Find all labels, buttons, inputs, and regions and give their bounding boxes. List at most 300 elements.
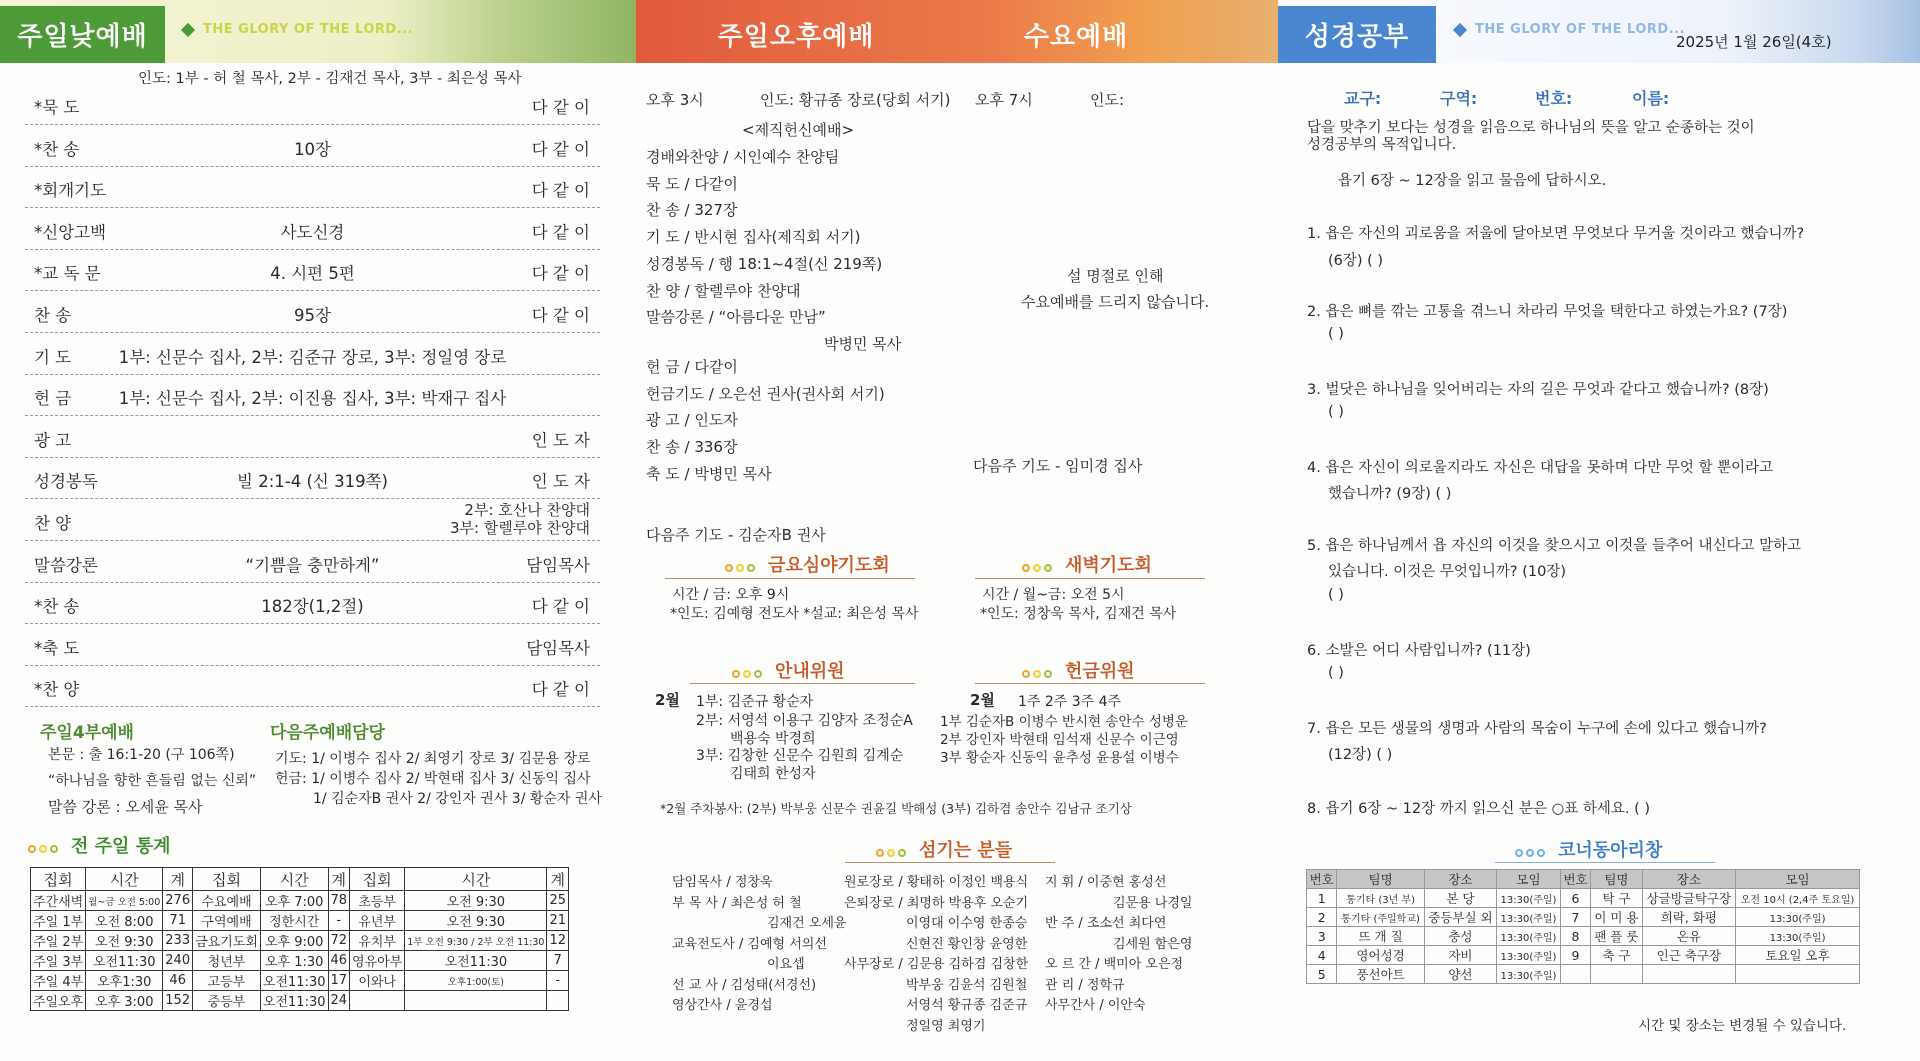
clubs-cell: 충성	[1424, 927, 1496, 946]
server-entry: 교육전도사 / 김예형 서의선	[672, 936, 827, 952]
wednesday-time: 오후 7시	[975, 91, 1033, 109]
worship-item-name: 기 도	[34, 347, 72, 367]
stats-cell: 주일 2부	[31, 931, 86, 951]
stats-cell: 24	[328, 991, 350, 1011]
clubs-header: 장소	[1642, 870, 1735, 889]
worship-item-detail: 1부: 신문수 집사, 2부: 이진용 집사, 3부: 박재구 집사	[118, 389, 507, 409]
stats-cell: 유치부	[350, 931, 405, 951]
clubs-header: 장소	[1424, 870, 1496, 889]
stats-cell: 초등부	[350, 891, 405, 911]
stats-cell: 오전11:30	[260, 991, 328, 1011]
diamond-icon	[181, 22, 195, 36]
divider	[975, 683, 1205, 684]
stats-cell: 오전 9:30	[405, 891, 547, 911]
clubs-cell: 13:30(주일)	[1736, 908, 1860, 927]
stats-table	[30, 867, 569, 1011]
tab-sunday-morning: 주일낮예배	[0, 6, 165, 63]
server-entry: 사무간사 / 이안숙	[1045, 998, 1146, 1013]
afternoon-special: <제직헌신예배>	[742, 121, 855, 139]
afternoon-item: 성경봉독 / 행 18:1~4절(신 219쪽)	[646, 254, 883, 273]
answer-1: (6장) ( )	[1328, 253, 1384, 269]
clubs-header: 모임	[1497, 870, 1561, 889]
wednesday-leader: 인도:	[1090, 91, 1125, 109]
morning-leader: 인도: 1부 - 허 철 목사, 2부 - 김재건 목사, 3부 - 최은성 목사	[138, 71, 522, 87]
friday-time: 시간 / 금: 오후 9시	[672, 587, 790, 603]
divider	[1495, 862, 1715, 863]
server-entry: 정일영 최영기	[906, 1018, 986, 1034]
worship-row	[25, 458, 600, 499]
clubs-cell: 13:30(주일)	[1736, 927, 1860, 946]
stats-cell: 240	[163, 951, 193, 971]
server-entry: 반 주 / 조소선 최다연	[1045, 916, 1167, 931]
server-entry: 김재건 오세윤	[767, 916, 847, 931]
question-3: 3. 벌닷은 하나님을 잊어버리는 자의 길은 무엇과 같다고 했습니까? (8장)	[1307, 382, 1769, 398]
stats-cell: 오전 8:00	[86, 911, 163, 931]
worship-item-detail: “기쁨을 충만하게”	[245, 555, 380, 575]
stats-cell: 청년부	[193, 951, 261, 971]
clubs-cell: 5	[1307, 965, 1337, 984]
worship-item-detail: 182장(1,2절)	[261, 597, 364, 617]
dawn-title-text: 새벽기도회	[1065, 555, 1152, 576]
next-week-title: 다음주예배담당	[270, 723, 385, 743]
wednesday-notice-1: 설 명절로 인해	[1067, 267, 1164, 285]
clubs-table	[1306, 869, 1860, 984]
stats-header: 계	[328, 868, 350, 891]
answer-4: 했습니까? (9장) ( )	[1328, 486, 1452, 502]
worship-row	[25, 625, 600, 666]
stats-header: 계	[547, 868, 569, 891]
next-week-prayer: 기도: 1/ 이병수 집사 2/ 최영기 장로 3/ 김문용 장로	[275, 751, 591, 767]
friday-prayer-title	[725, 551, 890, 577]
worship-item-leader: 다 같 이	[531, 139, 590, 159]
worship-item-name: 헌 금	[34, 389, 72, 409]
clubs-cell: 탁 구	[1591, 889, 1642, 908]
afternoon-item: 헌금기도 / 오은선 권사(권사회 서기)	[646, 384, 885, 403]
clubs-cell: 8	[1560, 927, 1590, 946]
study-intro-2: 성경공부의 목적입니다.	[1307, 137, 1457, 153]
stats-cell: 78	[328, 891, 350, 911]
worship-item-detail: 4. 시편 5편	[270, 264, 355, 284]
clubs-cell: 토요일 오후	[1736, 946, 1860, 965]
worship-row	[25, 375, 600, 416]
stats-cell: 금요기도회	[193, 931, 261, 951]
table-row	[1307, 946, 1860, 965]
dawn-time: 시간 / 월~금: 오전 5시	[982, 587, 1125, 603]
worship-item-detail: 95장	[294, 306, 331, 325]
dots-icon	[1022, 556, 1055, 577]
worship-item-leader: 다 같 이	[531, 597, 590, 617]
stats-header: 시간	[260, 868, 328, 891]
clubs-cell: 뜨 개 질	[1337, 927, 1424, 946]
server-entry: 신현진 황인창 윤영한	[906, 936, 1028, 952]
clubs-cell: 희락, 화평	[1642, 908, 1735, 927]
clubs-cell: 13:30(주일)	[1497, 927, 1561, 946]
worship-item-name: *교 독 문	[34, 264, 101, 284]
afternoon-next-prayer: 다음주 기도 - 김순자B 권사	[646, 526, 826, 544]
worship-item-leader: 다 같 이	[531, 680, 590, 700]
fourth-service-title: 주일4부예배	[40, 723, 134, 743]
clubs-cell: 오전 10시 (2,4주 토요일)	[1736, 889, 1860, 908]
clubs-cell: 온유	[1642, 927, 1735, 946]
stats-cell: 25	[547, 891, 569, 911]
clubs-cell	[1642, 965, 1735, 984]
table-row	[1307, 889, 1860, 908]
stats-cell: 오전11:30	[405, 951, 547, 971]
offering-weeks: 1주 2주 3주 4주	[1018, 694, 1122, 710]
worship-row	[25, 500, 600, 541]
worship-row	[25, 167, 600, 208]
study-intro-1: 답을 맞추기 보다는 성경을 읽음으로 하나님의 뜻을 알고 순종하는 것이	[1307, 120, 1755, 136]
offering-month: 2월	[970, 691, 995, 709]
fourth-service-text: 본문 : 출 16:1-20 (구 106쪽)	[48, 747, 235, 763]
stats-cell: 이와나	[350, 971, 405, 991]
stats-cell: 월~금 오전 5:00	[86, 891, 163, 911]
dots-icon	[1022, 662, 1055, 683]
clubs-cell: 영어성경	[1337, 946, 1424, 965]
stats-cell: 오전 9:30	[86, 931, 163, 951]
clubs-cell: 1	[1307, 889, 1337, 908]
worship-item-leader: 인 도 자	[531, 472, 590, 492]
server-entry: 김세원 함은영	[1113, 936, 1193, 952]
worship-item-leader: 다 같 이	[531, 181, 590, 201]
clubs-header: 팀명	[1591, 870, 1642, 889]
tab-wednesday: 수요예배	[1023, 22, 1129, 52]
afternoon-item: 헌 금 / 다같이	[646, 358, 738, 376]
worship-item-detail: 10장	[294, 139, 331, 159]
clubs-title-text: 코너동아리창	[1558, 840, 1663, 861]
stats-cell: 233	[163, 931, 193, 951]
worship-item-leader: 다 같 이	[531, 98, 590, 117]
stats-cell: 오전11:30	[86, 951, 163, 971]
table-row	[31, 991, 569, 1011]
stats-title	[28, 832, 170, 858]
stats-header: 계	[163, 868, 193, 891]
clubs-header: 번호	[1307, 870, 1337, 889]
servers-title-text: 섬기는 분들	[919, 840, 1013, 861]
dawn-prayer-title	[1022, 551, 1152, 577]
server-entry: 원로장로 / 황태하 이정인 백용식	[844, 875, 1029, 890]
glory-text: THE GLORY OF THE LORD...	[1475, 22, 1686, 37]
wednesday-next-prayer: 다음주 기도 - 임미경 집사	[973, 457, 1143, 475]
stats-cell	[547, 991, 569, 1011]
dots-icon	[28, 837, 61, 858]
worship-row	[25, 666, 600, 707]
worship-item-name: *찬 송	[34, 139, 80, 159]
stats-cell: 유년부	[350, 911, 405, 931]
guide-line-2: 2부: 서영석 이용구 김양자 조정순A	[696, 713, 913, 729]
question-4: 4. 욥은 자신이 의로울지라도 자신은 대답을 못하며 다만 무엇 할 뿐이라고	[1307, 460, 1774, 476]
worship-item-detail: 빌 2:1-4 (신 319쪽)	[237, 472, 388, 492]
worship-row	[25, 209, 600, 250]
clubs-cell: 3	[1307, 927, 1337, 946]
clubs-cell: 13:30(주일)	[1497, 965, 1561, 984]
glory-text: THE GLORY OF THE LORD...	[203, 22, 414, 37]
afternoon-item: 기 도 / 반시현 집사(제직회 서기)	[646, 228, 861, 247]
study-field-label: 이름:	[1632, 89, 1670, 108]
worship-row	[25, 292, 600, 333]
choir-3: 3부: 할렐루야 찬양대	[449, 519, 590, 537]
table-row	[31, 891, 569, 911]
server-entry: 지 휘 / 이중현 홍성선	[1045, 875, 1167, 890]
next-week-offering: 헌금: 1/ 이병수 집사 2/ 박현태 집사 3/ 신동익 집사	[275, 771, 591, 787]
question-2: 2. 욥은 뼈를 깎는 고통을 겪느니 차라리 무엇을 택한다고 하였는가요? (7장)	[1307, 304, 1788, 320]
clubs-cell: 이 미 용	[1591, 908, 1642, 927]
glory-banner	[183, 22, 413, 37]
clubs-cell: 13:30(주일)	[1497, 946, 1561, 965]
stats-header: 집회	[193, 868, 261, 891]
offering-line-1: 1부 김순자B 이병수 반시현 송안수 성병운	[940, 714, 1188, 730]
clubs-cell: 2	[1307, 908, 1337, 927]
question-1: 1. 욥은 자신의 괴로움을 저울에 달아보면 무엇보다 무거울 것이라고 했습니까?	[1307, 226, 1805, 242]
afternoon-item: 광 고 / 인도자	[646, 411, 738, 430]
stats-cell	[350, 991, 405, 1011]
clubs-cell: 인근 축구장	[1642, 946, 1735, 965]
guide-month: 2월	[655, 691, 680, 709]
stats-cell: 72	[328, 931, 350, 951]
server-entry: 영상간사 / 윤경섭	[672, 998, 773, 1013]
worship-item-name: 말씀강론	[34, 555, 98, 575]
stats-cell: 수요예배	[193, 891, 261, 911]
diamond-icon	[1453, 22, 1467, 36]
worship-item-leader: 다 같 이	[531, 264, 590, 284]
stats-cell: 주일 3부	[31, 951, 86, 971]
worship-row	[25, 250, 600, 291]
server-entry: 서영석 황규종 김준규	[906, 998, 1028, 1013]
clubs-cell: 상글방글탁구장	[1642, 889, 1735, 908]
afternoon-item: 축 도 / 박병민 목사	[646, 464, 772, 483]
stats-cell: 주일 4부	[31, 971, 86, 991]
stats-cell: 46	[328, 951, 350, 971]
server-entry: 선 교 사 / 김성태(서경선)	[672, 977, 817, 993]
worship-item-name: *신앙고백	[34, 222, 107, 242]
stats-header: 집회	[31, 868, 86, 891]
stats-header: 시간	[86, 868, 163, 891]
stats-cell: 276	[163, 891, 193, 911]
stats-cell: -	[328, 911, 350, 931]
stats-cell: 46	[163, 971, 193, 991]
dots-icon	[732, 662, 765, 683]
clubs-cell: 통기타 (주일학교)	[1337, 908, 1424, 927]
question-8: 8. 욥기 6장 ~ 12장 까지 읽으신 분은 ○표 하세요. ( )	[1307, 801, 1651, 817]
clubs-header: 모임	[1736, 870, 1860, 889]
clubs-cell: 6	[1560, 889, 1590, 908]
clubs-cell: 양선	[1424, 965, 1496, 984]
worship-item-leader: 담임목사	[526, 555, 590, 575]
stats-cell: 오전11:30	[260, 971, 328, 991]
clubs-cell: 팬 플 룻	[1591, 927, 1642, 946]
question-5: 5. 욥은 하나님께서 욥 자신의 이것을 찾으시고 이것을 들추어 내신다고 말하고	[1307, 538, 1802, 554]
worship-item-name: 찬 양	[34, 514, 72, 533]
worship-row	[25, 334, 600, 375]
fourth-service-sermon: “하나님을 향한 흔들림 없는 신뢰”	[48, 773, 257, 789]
stats-header: 시간	[405, 868, 547, 891]
divider	[690, 683, 915, 684]
stats-cell: 152	[163, 991, 193, 1011]
stats-cell: 오후 7:00	[260, 891, 328, 911]
dots-icon	[725, 556, 758, 577]
afternoon-time: 오후 3시	[646, 91, 704, 109]
servers-title	[876, 836, 1012, 862]
server-entry: 부 목 사 / 최은성 허 철	[672, 895, 802, 911]
offering-title	[1022, 657, 1135, 683]
table-row	[1307, 927, 1860, 946]
issue-date: 2025년 1월 26일(4호)	[1676, 33, 1832, 51]
server-entry: 이영대 이수영 한종승	[906, 916, 1028, 931]
afternoon-preacher: 박병민 목사	[824, 335, 902, 353]
stats-cell: -	[547, 971, 569, 991]
worship-item-leader: 담임목사	[526, 638, 590, 658]
question-5b: 있습니다. 이것은 무엇입니까? (10장)	[1328, 564, 1566, 580]
clubs-cell: 축 구	[1591, 946, 1642, 965]
divider	[665, 578, 915, 579]
guide-line-2b: 백용숙 박경희	[730, 731, 816, 747]
question-7: 7. 욥은 모든 생물의 생명과 사람의 목숨이 누구에 손에 있다고 했습니까?	[1307, 721, 1767, 737]
glory-banner-2	[1455, 22, 1685, 37]
worship-item-name: *회개기도	[34, 181, 107, 201]
guide-title-text: 안내위원	[775, 661, 845, 682]
stats-cell: 21	[547, 911, 569, 931]
afternoon-item: 찬 양 / 할렐루야 찬양대	[646, 281, 801, 300]
worship-row	[25, 583, 600, 624]
answer-3: ( )	[1328, 404, 1344, 420]
server-entry: 관 리 / 정학규	[1045, 977, 1125, 993]
stats-cell: 오전 9:30	[405, 911, 547, 931]
study-field-label: 구역:	[1440, 89, 1478, 108]
offering-line-3: 3부 황순자 신동익 윤추성 윤용설 이병수	[940, 750, 1179, 766]
study-field-label: 교구:	[1344, 89, 1382, 108]
dawn-leader: *인도: 정창욱 목사, 김재건 목사	[980, 606, 1177, 622]
stats-cell: 오후 9:00	[260, 931, 328, 951]
server-entry: 이요셉	[767, 957, 805, 972]
clubs-cell: 13:30(주일)	[1497, 889, 1561, 908]
server-entry: 오 르 간 / 백미아 오은정	[1045, 957, 1184, 972]
friday-title-text: 금요심야기도회	[768, 555, 890, 576]
stats-cell: 1부 오전 9:30 / 2부 오전 11:30	[405, 931, 547, 951]
clubs-header: 팀명	[1337, 870, 1424, 889]
offering-line-2: 2부 강인자 박현태 임석재 신문수 이근영	[940, 732, 1179, 748]
table-row	[31, 971, 569, 991]
guide-line-3: 3부: 김창한 신문수 김원희 김계순	[696, 748, 904, 764]
friday-leader: *인도: 김예형 전도사 *설교: 최은성 목사	[670, 606, 919, 622]
server-entry: 담임목사 / 정창욱	[672, 875, 773, 890]
divider	[975, 578, 1205, 579]
divider	[845, 862, 1055, 863]
worship-row	[25, 417, 600, 458]
worship-item-name: 찬 송	[34, 306, 72, 325]
afternoon-item: 찬 송 / 336장	[646, 438, 738, 457]
afternoon-leader: 인도: 황규종 장로(당회 서기)	[760, 91, 951, 109]
clubs-note: 시간 및 장소는 변경될 수 있습니다.	[1638, 1018, 1847, 1034]
clubs-title	[1515, 836, 1662, 862]
parking-volunteers: *2월 주차봉사: (2부) 박부웅 신문수 권윤길 박해성 (3부) 김하겸 송안수 김남규 조기상	[660, 801, 1132, 816]
stats-cell: 중등부	[193, 991, 261, 1011]
clubs-cell: 7	[1560, 908, 1590, 927]
table-row	[1307, 965, 1860, 984]
fourth-service-preacher: 말씀 강론 : 오세윤 목사	[48, 798, 203, 816]
clubs-cell: 통기타 (3년 부)	[1337, 889, 1424, 908]
stats-cell: 71	[163, 911, 193, 931]
worship-item-leader: 다 같 이	[531, 222, 590, 242]
worship-row	[25, 84, 600, 125]
answer-7: (12장) ( )	[1328, 747, 1393, 763]
table-row	[31, 951, 569, 971]
server-entry: 은퇴장로 / 최명하 박용후 오순기	[844, 895, 1029, 911]
afternoon-item: 묵 도 / 다같이	[646, 174, 738, 193]
stats-cell: 7	[547, 951, 569, 971]
study-field-label: 번호:	[1535, 89, 1573, 108]
stats-cell: 오후1:00(토)	[405, 971, 547, 991]
stats-cell: 주일오후	[31, 991, 86, 1011]
server-entry: 박부웅 김윤석 김원철	[906, 977, 1028, 993]
clubs-cell: 풍선아트	[1337, 965, 1424, 984]
server-entry: 사무장로 / 김문용 김하겸 김창한	[844, 957, 1029, 972]
stats-header: 집회	[350, 868, 405, 891]
answer-5: ( )	[1328, 587, 1344, 603]
table-row	[31, 931, 569, 951]
worship-row	[25, 542, 600, 583]
stats-cell: 오후 1:30	[260, 951, 328, 971]
afternoon-item: 경배와찬양 / 시인예수 찬양팀	[646, 148, 840, 166]
wednesday-notice-2: 수요예배를 드리지 않습니다.	[1021, 293, 1210, 311]
dots-icon	[1515, 841, 1548, 862]
guide-line-3b: 김태희 한성자	[730, 766, 816, 782]
answer-6: ( )	[1328, 665, 1344, 681]
stats-cell: 주일 1부	[31, 911, 86, 931]
study-instruction: 욥기 6장 ~ 12장을 읽고 물음에 답하시오.	[1338, 173, 1607, 189]
stats-cell: 영유아부	[350, 951, 405, 971]
worship-item-detail: 사도신경	[280, 222, 345, 242]
table-row	[1307, 908, 1860, 927]
afternoon-item: 말씀강론 / “아름다운 만남”	[646, 308, 826, 327]
tab-bible-study: 성경공부	[1278, 6, 1436, 63]
clubs-cell: 4	[1307, 946, 1337, 965]
worship-item-name: *찬 송	[34, 597, 80, 617]
afternoon-item: 찬 송 / 327장	[646, 201, 738, 220]
offering-title-text: 헌금위원	[1065, 661, 1135, 682]
stats-cell: 오후1:30	[86, 971, 163, 991]
stats-cell: 구역예배	[193, 911, 261, 931]
clubs-cell	[1560, 965, 1590, 984]
stats-cell: 고등부	[193, 971, 261, 991]
clubs-cell: 중등부실 외	[1424, 908, 1496, 927]
dots-icon	[876, 841, 909, 862]
server-entry: 김문용 나경일	[1113, 895, 1193, 911]
answer-2: ( )	[1328, 326, 1344, 342]
next-week-offering-2: 1/ 김순자B 권사 2/ 강인자 권사 3/ 황순자 권사	[313, 791, 602, 807]
table-row	[31, 911, 569, 931]
guide-line-1: 1부: 김준규 황순자	[696, 694, 814, 710]
stats-title-text: 전 주일 통계	[71, 836, 171, 857]
clubs-header: 번호	[1560, 870, 1590, 889]
clubs-cell: 9	[1560, 946, 1590, 965]
clubs-cell: 자비	[1424, 946, 1496, 965]
stats-cell: 주간새벽	[31, 891, 86, 911]
stats-cell: 정한시간	[260, 911, 328, 931]
stats-cell: 12	[547, 931, 569, 951]
question-6: 6. 소발은 어디 사람입니까? (11장)	[1307, 643, 1531, 659]
clubs-cell: 본 당	[1424, 889, 1496, 908]
worship-item-name: 광 고	[34, 430, 72, 450]
tab-sunday-afternoon: 주일오후예배	[717, 22, 875, 52]
clubs-cell	[1736, 965, 1860, 984]
choir-2: 2부: 호산나 찬양대	[464, 501, 590, 519]
worship-item-name: *묵 도	[34, 98, 80, 117]
worship-item-leader: 인 도 자	[531, 430, 590, 450]
worship-item-name: 성경봉독	[34, 472, 98, 492]
worship-row	[25, 126, 600, 167]
stats-cell: 오후 3:00	[86, 991, 163, 1011]
clubs-cell	[1591, 965, 1642, 984]
